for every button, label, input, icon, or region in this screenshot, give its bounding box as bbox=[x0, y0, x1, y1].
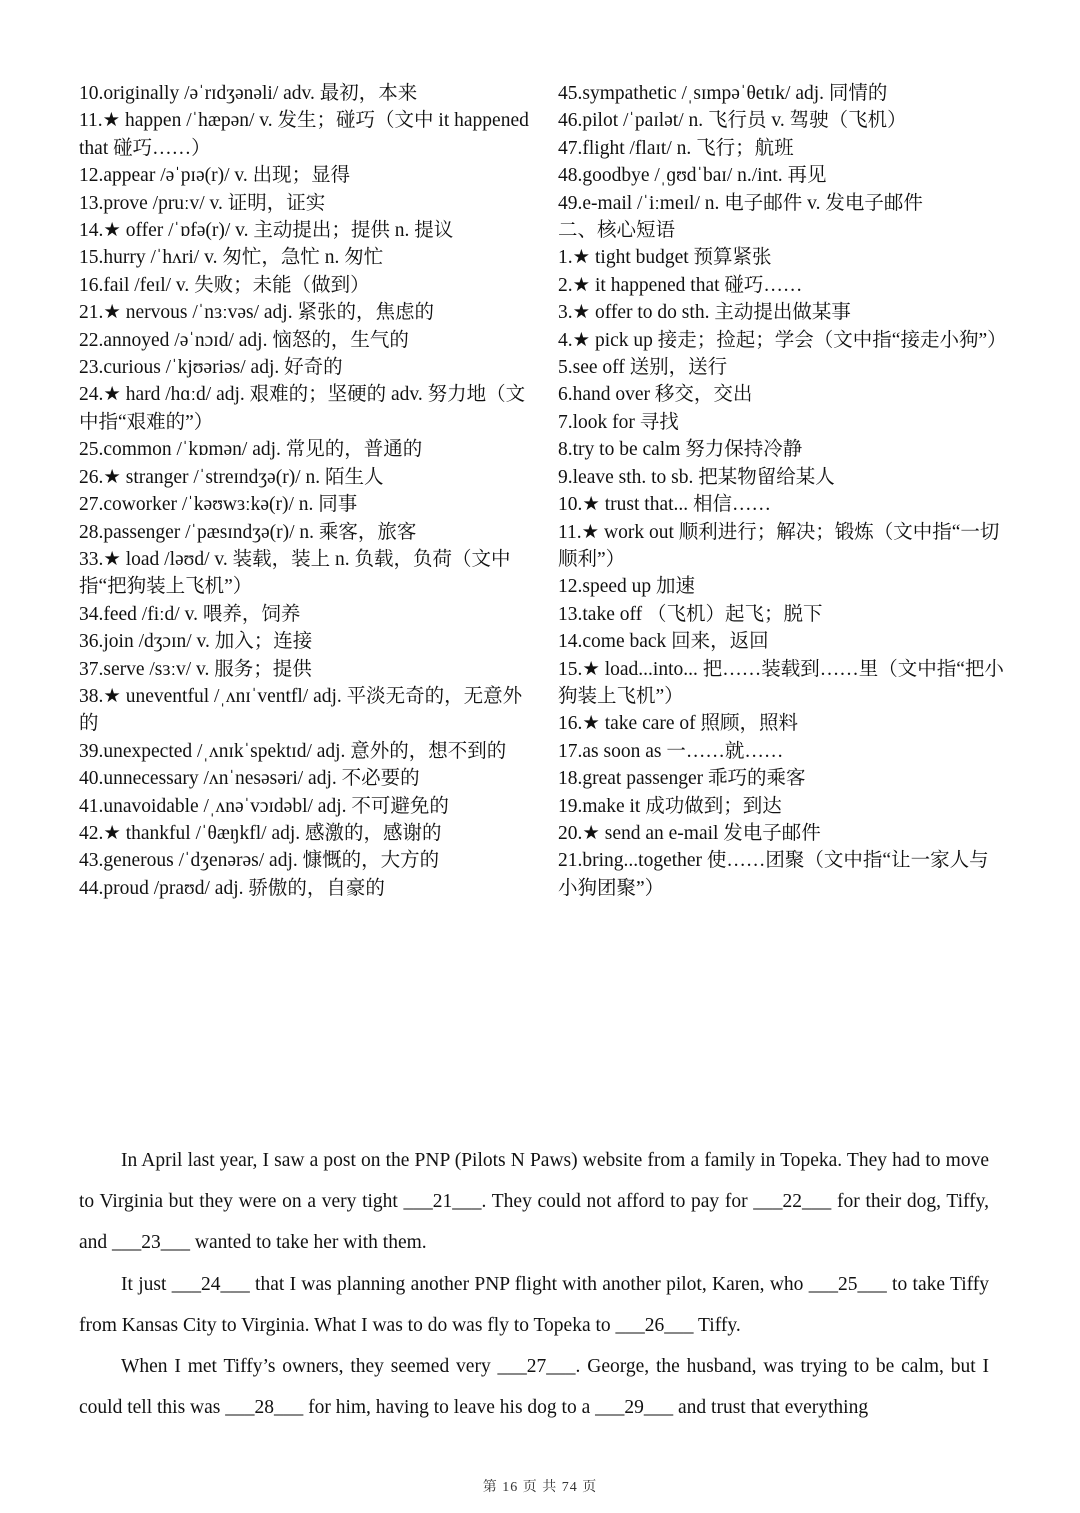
vocab-entry: 36.join /dʒɔɪn/ v. 加入；连接 bbox=[79, 631, 313, 653]
phrase-entry: 7.look for 寻找 bbox=[558, 411, 679, 433]
phrase-entry: 10.★ trust that... 相信…… bbox=[558, 494, 772, 516]
phrase-entry: 19.make it 成功做到；到达 bbox=[558, 795, 782, 817]
vocab-entry: 23.curious /ˈkjʊəriəs/ adj. 好奇的 bbox=[79, 357, 343, 379]
phrase-entry: 20.★ send an e-mail 发电子邮件 bbox=[558, 822, 821, 844]
vocab-entry: 11.★ happen /ˈhæpən/ v. 发生；碰巧（文中 it happened that 碰巧……） bbox=[79, 110, 534, 159]
phrase-entry: 9.leave sth. to sb. 把某物留给某人 bbox=[558, 466, 835, 488]
phrase-entry: 6.hand over 移交，交出 bbox=[558, 384, 753, 406]
phrase-entry: 2.★ it happened that 碰巧…… bbox=[558, 274, 803, 296]
vocab-entry: 21.★ nervous /ˈnɜːvəs/ adj. 紧张的，焦虑的 bbox=[79, 302, 434, 324]
vocab-entry: 24.★ hard /hɑːd/ adj. 艰难的；坚硬的 adv. 努力地（文中指“艰难的”） bbox=[79, 384, 526, 433]
vocab-entry: 45.sympathetic /ˌsɪmpəˈθetɪk/ adj. 同情的 bbox=[558, 83, 888, 104]
vocab-entry: 26.★ stranger /ˈstreɪndʒə(r)/ n. 陌生人 bbox=[79, 466, 384, 488]
phrase-entry: 13.take off （飞机）起飞；脱下 bbox=[558, 603, 823, 625]
vocab-entry: 33.★ load /ləʊd/ v. 装载，装上 n. 负载，负荷（文中指“把狗装上飞机”） bbox=[79, 548, 511, 598]
phrase-entry: 12.speed up 加速 bbox=[558, 576, 696, 598]
page-number-footer: 第 16 页 共 74 页 bbox=[482, 1480, 598, 1495]
vocab-entry: 44.proud /praʊd/ adj. 骄傲的，自豪的 bbox=[79, 877, 385, 899]
vocab-entry: 39.unexpected /ˌʌnɪkˈspektɪd/ adj. 意外的，想不到的 bbox=[79, 740, 507, 762]
vocab-entry: 25.common /ˈkɒmən/ adj. 常见的，普通的 bbox=[79, 439, 423, 461]
phrase-entry: 17.as soon as 一……就…… bbox=[558, 740, 784, 762]
vocab-entry: 14.★ offer /ˈɒfə(r)/ v. 主动提出；提供 n. 提议 bbox=[79, 220, 454, 242]
phrase-entry: 3.★ offer to do sth. 主动提出做某事 bbox=[558, 302, 851, 324]
phrase-entry: 21.bring...together 使……团聚（文中指“让一家人与小狗团聚”） bbox=[558, 850, 989, 899]
vocab-entry: 13.prove /pruːv/ v. 证明，证实 bbox=[79, 192, 326, 214]
phrase-entry: 1.★ tight budget 预算紧张 bbox=[558, 247, 772, 269]
cloze-passage bbox=[79, 1140, 989, 1428]
vocab-entry: 34.feed /fiːd/ v. 喂养，饲养 bbox=[79, 603, 301, 625]
passage-paragraph: When I met Tiffy’s owners, they seemed very ___27___. George, the husband, was trying to be calm, but I could tell this was ___28___ for him, having to leave his dog to a ___29___ and trust that everything bbox=[79, 1356, 989, 1419]
vocab-entry: 41.unavoidable /ˌʌnəˈvɔɪdəbl/ adj. 不可避免的 bbox=[79, 795, 449, 817]
phrase-entry: 4.★ pick up 接走；捡起；学会（文中指“接走小狗”） bbox=[558, 329, 1007, 351]
phrase-entry: 15.★ load...into... 把……装载到……里（文中指“把小狗装上飞机”） bbox=[558, 658, 1004, 707]
vocab-entry: 27.coworker /ˈkəʊwɜːkə(r)/ n. 同事 bbox=[79, 494, 358, 516]
phrase-entry: 14.come back 回来，返回 bbox=[558, 631, 769, 653]
vocab-list-right bbox=[558, 80, 1008, 902]
phrase-entry: 18.great passenger 乖巧的乘客 bbox=[558, 768, 806, 790]
vocab-entry: 40.unnecessary /ʌnˈnesəsəri/ adj. 不必要的 bbox=[79, 768, 420, 790]
vocab-entry: 48.goodbye /ˌɡʊdˈbaɪ/ n./int. 再见 bbox=[558, 165, 827, 187]
vocab-list-left bbox=[79, 80, 534, 902]
vocab-entry: 37.serve /sɜːv/ v. 服务；提供 bbox=[79, 658, 312, 680]
phrase-entry: 16.★ take care of 照顾，照料 bbox=[558, 713, 799, 735]
passage-paragraph: In April last year, I saw a post on the PNP (Pilots N Paws) website from a family in Topeka. They had to move to Virginia but they were on a very tight ___21___. They could not afford to pay for ___22___ for their dog, Tiffy, and ___23___ wanted to take her with them. bbox=[79, 1150, 989, 1254]
phrase-entry: 11.★ work out 顺利进行；解决；锻炼（文中指“一切顺利”） bbox=[558, 521, 1000, 570]
vocab-entry: 38.★ uneventful /ˌʌnɪˈventfl/ adj. 平淡无奇的，无意外的 bbox=[79, 685, 523, 735]
vocab-entry: 49.e-mail /ˈiːmeɪl/ n. 电子邮件 v. 发电子邮件 bbox=[558, 192, 923, 214]
vocab-entry: 16.fail /feɪl/ v. 失败；未能（做到） bbox=[79, 274, 370, 296]
vocab-entry: 47.flight /flaɪt/ n. 飞行；航班 bbox=[558, 137, 794, 159]
vocab-entry: 10.originally /əˈrɪdʒənəli/ adv. 最初，本来 bbox=[79, 83, 418, 104]
passage-paragraph: It just ___24___ that I was planning another PNP flight with another pilot, Karen, who ___25___ to take Tiffy from Kansas City to Virginia. What I was to do was fly to Topeka to ___26___ Tiffy. bbox=[79, 1273, 989, 1336]
vocab-entry: 43.generous /ˈdʒenərəs/ adj. 慷慨的，大方的 bbox=[79, 850, 440, 872]
section-heading: 二、核心短语 bbox=[558, 220, 676, 242]
vocab-entry: 15.hurry /ˈhʌri/ v. 匆忙，急忙 n. 匆忙 bbox=[79, 247, 384, 269]
vocab-entry: 22.annoyed /əˈnɔɪd/ adj. 恼怒的，生气的 bbox=[79, 329, 409, 351]
phrase-entry: 8.try to be calm 努力保持冷静 bbox=[558, 439, 803, 461]
vocab-entry: 46.pilot /ˈpaɪlət/ n. 飞行员 v. 驾驶（飞机） bbox=[558, 110, 907, 132]
vocab-entry: 42.★ thankful /ˈθæŋkfl/ adj. 感激的，感谢的 bbox=[79, 822, 442, 844]
phrase-entry: 5.see off 送别，送行 bbox=[558, 357, 728, 379]
vocab-entry: 28.passenger /ˈpæsɪndʒə(r)/ n. 乘客，旅客 bbox=[79, 521, 417, 543]
vocab-entry: 12.appear /əˈpɪə(r)/ v. 出现；显得 bbox=[79, 165, 351, 187]
